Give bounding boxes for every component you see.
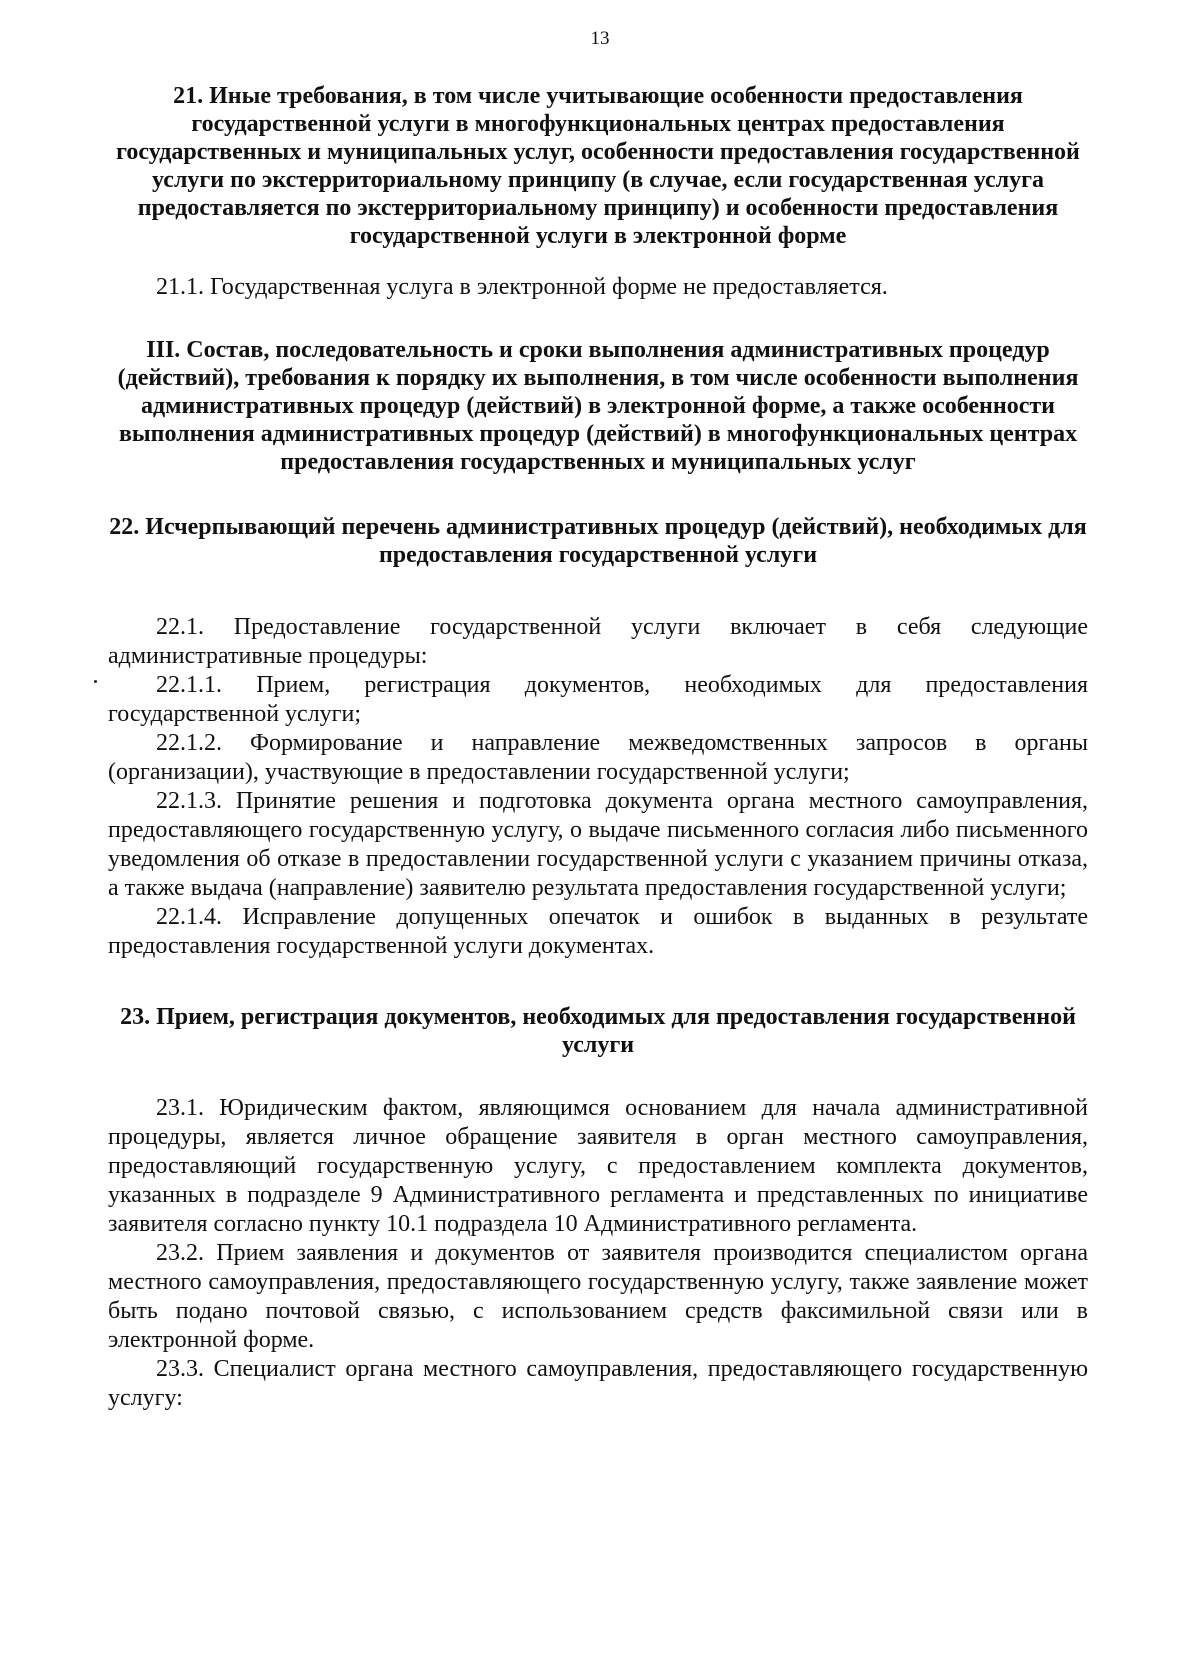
document-body: [108, 73, 1088, 1413]
paragraph-23-1: 23.1. Юридическим фактом, являющимся основанием для начала административной процедуры, является личное обращение заявителя в орган местного самоуправления, предоставляющий государственную услугу, с предоставлением комплекта документов, указанных в подразделе 9 Административного регламента и представленных по инициативе заявителя согласно пункту 10.1 подраздела 10 Административного регламента.: [108, 1095, 1088, 1237]
paragraph-22-1-2: 22.1.2. Формирование и направление межведомственных запросов в органы (организации), участвующие в предоставлении государственной услуги;: [108, 730, 1088, 785]
paragraph-22-1-4: 22.1.4. Исправление допущенных опечаток и ошибок в выданных в результате предоставления государственной услуги документах.: [108, 904, 1088, 959]
paragraph-21-1: 21.1. Государственная услуга в электронной форме не предоставляется.: [156, 274, 888, 300]
paragraph-22-1-3: 22.1.3. Принятие решения и подготовка документа органа местного самоуправления, предоставляющего государственную услугу, о выдаче письменного согласия либо письменного уведомления об отказе в предоставлении государственной услуги с указанием причины отказа, а также выдача (направление) заявителю результата предоставления государственной услуги;: [108, 788, 1088, 901]
section-22-heading: 22. Исчерпывающий перечень административных процедур (действий), необходимых для предоставления государственной услуги: [109, 514, 1087, 568]
paragraph-22-1-1: 22.1.1. Прием, регистрация документов, необходимых для предоставления государственной услуги;: [108, 672, 1088, 727]
paragraph-22-1: 22.1. Предоставление государственной услуги включает в себя следующие административные процедуры:: [108, 614, 1088, 669]
scan-dot-mark: [94, 680, 97, 683]
paragraph-23-2: 23.2. Прием заявления и документов от заявителя производится специалистом органа местного самоуправления, предоставляющего государственную услугу, также заявление может быть подано почтовой связью, с использованием средств факсимильной связи или в электронной форме.: [108, 1240, 1088, 1353]
section-iii-heading: III. Состав, последовательность и сроки выполнения административных процедур (действий), требования к порядку их выполнения, в том числе особенности выполнения административных процедур (действий) в электронной форме, а также особенности выполнения административных процедур (действий) в многофункциональных центрах предоставления государственных и муниципальных услуг: [117, 337, 1079, 475]
section-21-heading: 21. Иные требования, в том числе учитывающие особенности предоставления государственной услуги в многофункциональных центрах предоставления государственных и муниципальных услуг, особенности предоставления государственной услуги по экстерриториальному принципу (в случае, если государственная услуга предоставляется по экстерриториальному принципу) и особенности предоставления государственной услуги в электронной форме: [116, 83, 1080, 249]
paragraph-23-3: 23.3. Специалист органа местного самоуправления, предоставляющего государственную услугу:: [108, 1356, 1088, 1411]
section-23-heading: 23. Прием, регистрация документов, необходимых для предоставления государственной услуги: [120, 1004, 1076, 1058]
page-number: 13: [590, 28, 610, 49]
